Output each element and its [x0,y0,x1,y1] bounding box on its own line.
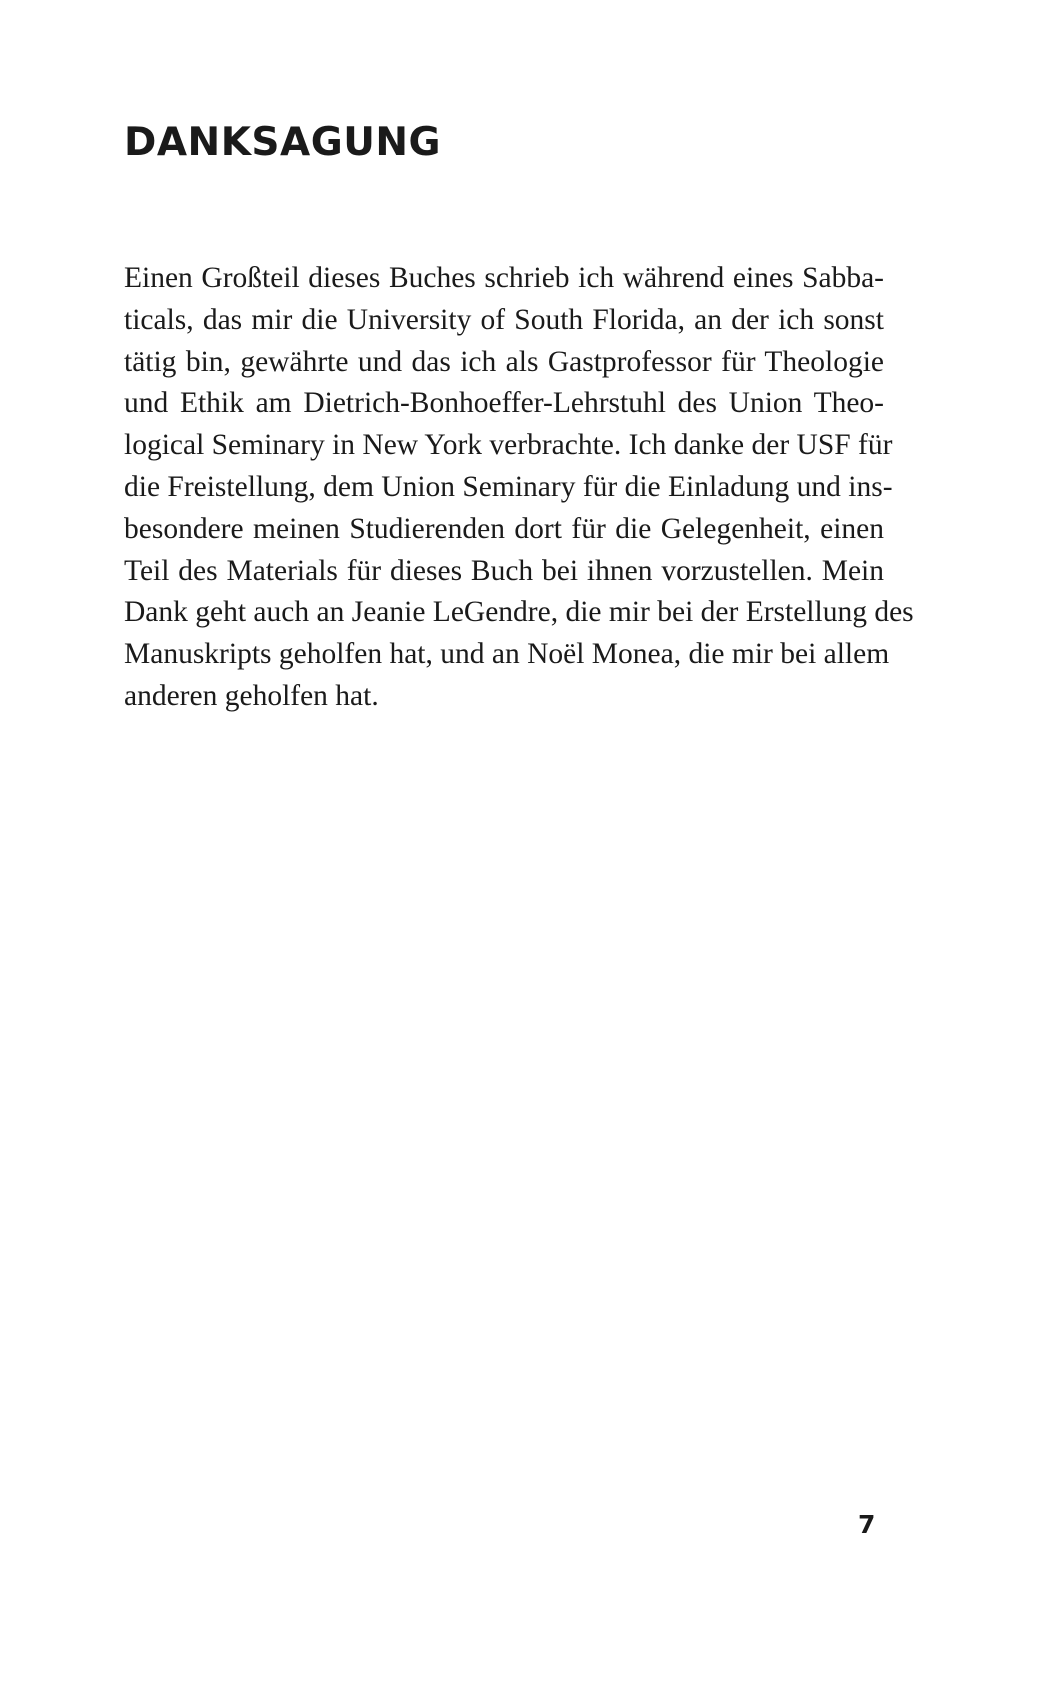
paragraph-line: und Ethik am Dietrich-Bonhoeffer-Lehrstuhl des Union Theo- [124,387,884,420]
paragraph-line: besondere meinen Studierenden dort für die Gelegenheit, einen [124,512,884,545]
paragraph-line: Teil des Materials für dieses Buch bei ihnen vorzustellen. Mein [124,554,884,587]
paragraph-line: logical Seminary in New York verbrachte. Ich danke der USF für [124,429,893,462]
paragraph-line: Dank geht auch an Jeanie LeGendre, die mir bei der Erstellung des [124,596,914,629]
paragraph-line: ticals, das mir die University of South Florida, an der ich sonst [124,303,884,336]
paragraph-line: Einen Großteil dieses Buches schrieb ich während eines Sabba- [124,262,884,294]
paragraph-line: die Freistellung, dem Union Seminary für die Einladung und ins- [124,470,893,503]
paragraph-line: anderen geholfen hat. [124,679,379,712]
page-number: 7 [858,1510,876,1539]
acknowledgement-paragraph [124,258,914,718]
page-heading: DANKSAGUNG [124,120,442,165]
paragraph-line: tätig bin, gewährte und das ich als Gastprofessor für Theologie [124,345,884,378]
paragraph-line: Manuskripts geholfen hat, und an Noël Monea, die mir bei allem [124,638,890,671]
